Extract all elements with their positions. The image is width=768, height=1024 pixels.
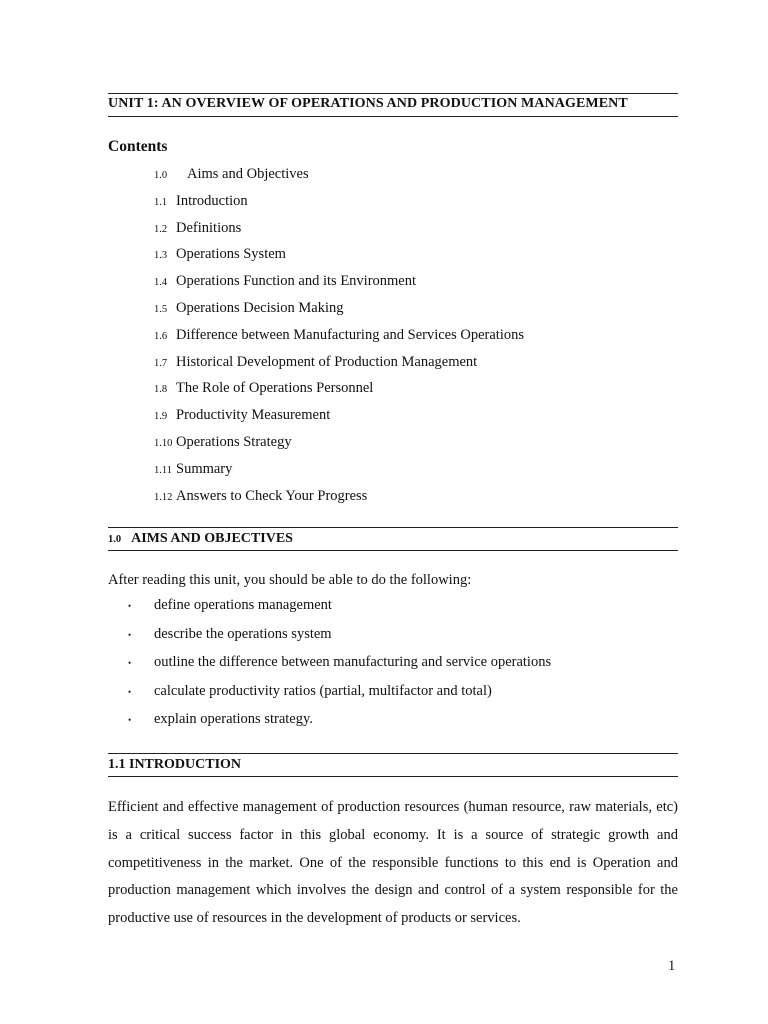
bullet-icon: • (128, 686, 132, 697)
toc-item (154, 166, 524, 193)
page-number: 1 (668, 958, 676, 974)
toc-item-number: 1.3 (154, 250, 168, 262)
objective-item (128, 654, 551, 683)
toc-item-text: Answers to Check Your Progress (176, 487, 368, 504)
toc-item-number: 1.7 (154, 357, 168, 369)
aims-intro: After reading this unit, you should be able to do the following: (108, 572, 472, 588)
toc-item-number: 1.8 (154, 384, 168, 396)
objective-item (128, 597, 551, 626)
toc-item-number: 1.2 (154, 223, 168, 235)
toc-item (154, 327, 524, 354)
intro-bottom-rule (108, 776, 678, 777)
objective-text: define operations management (154, 597, 332, 613)
aims-top-rule (108, 527, 678, 528)
toc-item (154, 273, 524, 300)
toc-item-number: 1.4 (154, 277, 168, 289)
toc-item-text: Operations System (176, 246, 286, 263)
objective-item (128, 626, 551, 655)
unit-title: UNIT 1: AN OVERVIEW OF OPERATIONS AND PRODUCTION MANAGEMENT (108, 96, 628, 111)
toc-item-text: Definitions (176, 219, 242, 236)
objective-item (128, 711, 551, 740)
toc-item-text: Operations Decision Making (176, 299, 344, 316)
title-top-rule (108, 93, 678, 94)
toc-item-number: 1.1 (154, 196, 168, 208)
introduction-heading: 1.1 INTRODUCTION (108, 757, 242, 772)
aims-bottom-rule (108, 550, 678, 551)
toc-item (154, 380, 524, 407)
toc-item-number: 1.0 (154, 170, 168, 181)
bullet-icon: • (128, 601, 132, 611)
toc-item-text: The Role of Operations Personnel (176, 380, 374, 397)
toc-item-number: 1.9 (154, 411, 168, 423)
aims-heading-text: AIMS AND OBJECTIVES (131, 531, 293, 546)
objective-item (128, 683, 551, 712)
toc-item-text: Aims and Objectives (187, 166, 309, 182)
toc-item-text: Historical Development of Production Management (176, 353, 478, 370)
toc-item-number: 1.12 (154, 491, 173, 503)
toc-item-text: Operations Function and its Environment (176, 273, 417, 290)
objective-text: explain operations strategy. (154, 711, 313, 727)
toc-item-number: 1.6 (154, 330, 168, 342)
objective-text: calculate productivity ratios (partial, multifactor and total) (154, 682, 492, 699)
toc-item-number: 1.10 (154, 437, 173, 449)
toc-item-number: 1.11 (154, 464, 172, 476)
bullet-icon: • (128, 715, 132, 725)
toc-item-number: 1.5 (154, 303, 168, 315)
bullet-icon: • (128, 658, 132, 668)
toc-item (154, 246, 524, 273)
contents-heading: Contents (108, 138, 168, 155)
toc-item (154, 488, 524, 515)
objective-text: outline the difference between manufacturing and service operations (154, 654, 552, 670)
objectives-list (128, 597, 551, 740)
intro-top-rule (108, 753, 678, 754)
toc-item (154, 300, 524, 327)
aims-heading (108, 531, 293, 547)
toc-item-text: Difference between Manufacturing and Services Operations (176, 326, 524, 343)
toc-item (154, 354, 524, 381)
toc-item (154, 461, 524, 488)
toc-item-text: Operations Strategy (176, 433, 292, 450)
introduction-paragraph: Efficient and effective management of production resources (human resource, raw materials, etc) is a critical success factor in this global economy. It is a source of strategic growth and competitiveness in the market. One of the responsible functions to this end is Operation and production management which involves the design and control of a system responsible for the productive use of resources in the development of products or services. (108, 799, 678, 927)
bullet-icon: • (128, 629, 132, 640)
aims-section-number: 1.0 (108, 534, 122, 545)
toc-item (154, 434, 524, 461)
toc-item (154, 407, 524, 434)
title-bottom-rule (108, 116, 678, 117)
objective-text: describe the operations system (154, 625, 332, 642)
toc-item (154, 220, 524, 247)
toc-item (154, 193, 524, 220)
toc-item-text: Summary (176, 460, 233, 477)
table-of-contents (154, 166, 524, 514)
toc-item-text: Introduction (176, 192, 248, 209)
toc-item-text: Productivity Measurement (176, 407, 331, 424)
